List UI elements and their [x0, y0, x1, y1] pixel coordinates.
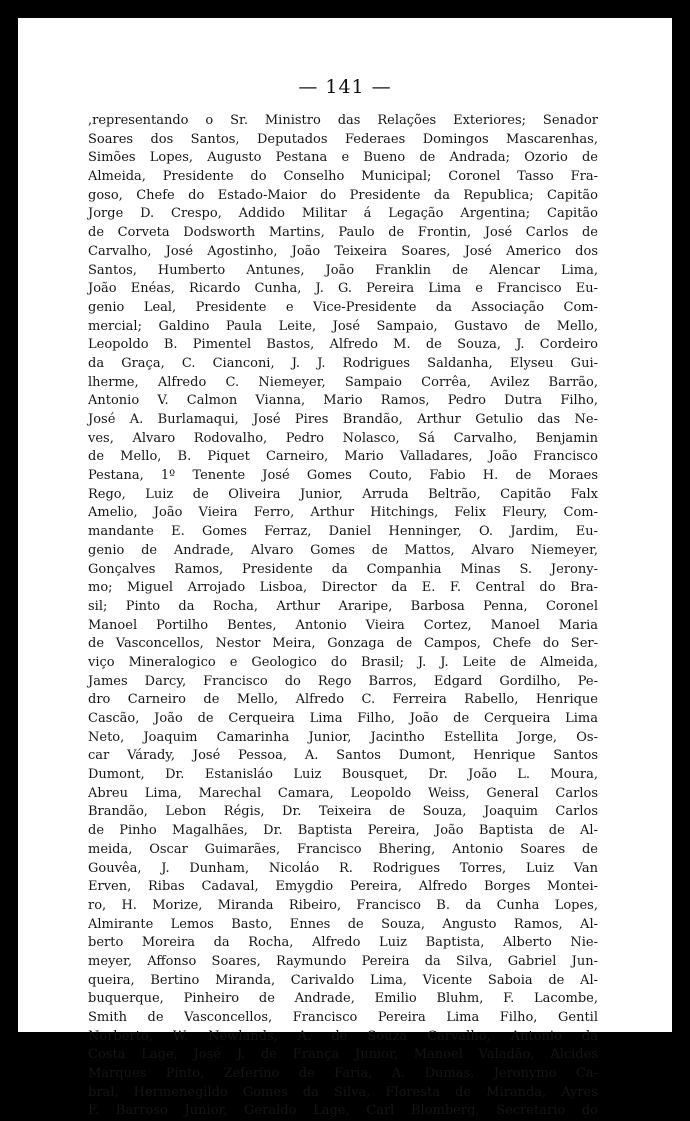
- text-line: Norberto, W. Newlands, A. de Souza Carvalho, Antonio da: [88, 1028, 598, 1044]
- text-line: Cascão, João de Cerqueira Lima Filho, João de Cerqueira Lima: [88, 711, 598, 726]
- text-line: de Mello, B. Piquet Carneiro, Mario Valladares, João Francisco: [88, 449, 598, 465]
- text-line: José A. Burlamaqui, José Pires Brandão, Arthur Getulio das Ne-: [88, 412, 598, 427]
- text-line: Marques Pinto, Zeferino de Faria, A. Dumas, Jeronymo Ca-: [88, 1066, 598, 1082]
- text-line: berto Moreira da Rocha, Alfredo Luiz Baptista, Alberto Nie-: [88, 935, 598, 951]
- text-line: Santos, Humberto Antunes, João Franklin de Alencar Lima,: [88, 262, 598, 278]
- text-line: Gonçalves Ramos, Presidente da Companhia Minas S. Jerony-: [88, 561, 598, 577]
- text-line: Jorge D. Crespo, Addido Militar á Legação Argentina; Capitão: [88, 206, 598, 222]
- text-line: ves, Alvaro Rodovalho, Pedro Nolasco, Sá Carvalho, Benjamin: [88, 430, 598, 446]
- text-line: Almirante Lemos Basto, Ennes de Souza, Angusto Ramos, Al-: [88, 916, 598, 932]
- text-line: Soares dos Santos, Deputados Federaes Domingos Mascarenhas,: [88, 131, 598, 147]
- text-line: Rego, Luiz de Oliveira Junior, Arruda Beltrão, Capitão Falx: [88, 486, 598, 502]
- text-line: mo; Miguel Arrojado Lisboa, Director da E. F. Central do Bra-: [88, 580, 598, 596]
- text-line: meida, Oscar Guimarães, Francisco Bhering, Antonio Soares de: [88, 841, 598, 857]
- text-line: Costa Lage, José J. de França Junior, Manoel Valadão, Alcides: [88, 1047, 598, 1063]
- text-line: Neto, Joaquim Camarinha Junior, Jacintho Estellita Jorge, Os-: [88, 729, 598, 745]
- text-line: mercial; Galdino Paula Leite, José Sampaio, Gustavo de Mello,: [88, 318, 598, 334]
- text-line: goso, Chefe do Estado-Maior do Presidente da Republica; Capitão: [88, 187, 598, 203]
- text-line: buquerque, Pinheiro de Andrade, Emilio Bluhm, F. Lacombe,: [88, 991, 598, 1007]
- text-line: Pestana, 1º Tenente José Gomes Couto, Fabio H. de Moraes: [88, 468, 598, 484]
- document-page: [18, 18, 672, 1119]
- text-line: Smith de Vasconcellos, Francisco Pereira Lima Filho, Gentil: [88, 1010, 598, 1025]
- text-line: mandante E. Gomes Ferraz, Daniel Henninger, O. Jardim, Eu-: [88, 524, 598, 540]
- text-line: Abreu Lima, Marechal Camara, Leopoldo Weiss, General Carlos: [88, 785, 598, 801]
- text-line: sil; Pinto da Rocha, Arthur Araripe, Barbosa Penna, Coronel: [88, 598, 598, 614]
- text-line: bral, Hermenegildo Gomes da Silva, Floresta de Miranda, Ayres: [88, 1084, 598, 1100]
- text-line: Almeida, Presidente do Conselho Municipal; Coronel Tasso Fra-: [88, 169, 598, 185]
- text-line: João Enéas, Ricardo Cunha, J. G. Pereira Lima e Francisco Eu-: [88, 281, 598, 297]
- text-line: ,representando o Sr. Ministro das Relações Exteriores; Senador: [88, 113, 598, 128]
- text-line: Dumont, Dr. Estanisláo Luiz Bousquet, Dr. João L. Moura,: [88, 767, 598, 783]
- text-line: James Darcy, Francisco do Rego Barros, Edgard Gordilho, Pe-: [88, 673, 598, 689]
- text-line: de Pinho Magalhães, Dr. Baptista Pereira, João Baptista de Al-: [88, 823, 598, 839]
- text-line: genio de Andrade, Alvaro Gomes de Mattos, Alvaro Niemeyer,: [88, 542, 598, 558]
- page-number: — 141 —: [298, 76, 392, 98]
- text-line: queira, Bertino Miranda, Carivaldo Lima, Vicente Saboia de Al-: [88, 972, 598, 988]
- text-line: ro, H. Morize, Miranda Ribeiro, Francisco B. da Cunha Lopes,: [88, 897, 598, 913]
- text-line: F. Barroso Junior, Geraldo Lage, Carl Blomberg, Secretario do: [88, 1103, 598, 1119]
- text-line: Erven, Ribas Cadaval, Emygdio Pereira, Alfredo Borges Montei-: [88, 879, 598, 895]
- text-line: Leopoldo B. Pimentel Bastos, Alfredo M. de Souza, J. Cordeiro: [88, 337, 598, 353]
- text-line: lherme, Alfredo C. Niemeyer, Sampaio Corrêa, Avilez Barrão,: [88, 374, 598, 390]
- text-line: dro Carneiro de Mello, Alfredo C. Ferreira Rabello, Henrique: [88, 692, 598, 708]
- text-line: Antonio V. Calmon Vianna, Mario Ramos, Pedro Dutra Filho,: [88, 393, 598, 409]
- body-paragraph: [88, 112, 598, 1121]
- text-line: viço Mineralogico e Geologico do Brasil; J. J. Leite de Almeida,: [88, 654, 598, 670]
- text-line: car Várady, José Pessoa, A. Santos Dumont, Henrique Santos: [88, 748, 598, 764]
- text-line: da Graça, C. Cianconi, J. J. Rodrigues Saldanha, Elyseu Gui-: [88, 355, 598, 371]
- text-line: Simões Lopes, Augusto Pestana e Bueno de Andrada; Ozorio de: [88, 150, 598, 166]
- text-line: genio Leal, Presidente e Vice-Presidente da Associação Com-: [88, 299, 598, 315]
- text-line: Brandão, Lebon Régis, Dr. Teixeira de Souza, Joaquim Carlos: [88, 804, 598, 820]
- text-line: Carvalho, José Agostinho, João Teixeira Soares, José Americo dos: [88, 243, 598, 259]
- text-line: meyer, Affonso Soares, Raymundo Pereira da Silva, Gabriel Jun-: [88, 953, 598, 969]
- text-line: de Corveta Dodsworth Martins, Paulo de Frontin, José Carlos de: [88, 225, 598, 241]
- text-line: Amelio, João Vieira Ferro, Arthur Hitchings, Felix Fleury, Com-: [88, 505, 598, 521]
- text-line: Manoel Portilho Bentes, Antonio Vieira Cortez, Manoel Maria: [88, 617, 598, 633]
- text-line: de Vasconcellos, Nestor Meira, Gonzaga de Campos, Chefe do Ser-: [88, 636, 598, 652]
- text-line: Gouvêa, J. Dunham, Nicoláo R. Rodrigues Torres, Luiz Van: [88, 860, 598, 876]
